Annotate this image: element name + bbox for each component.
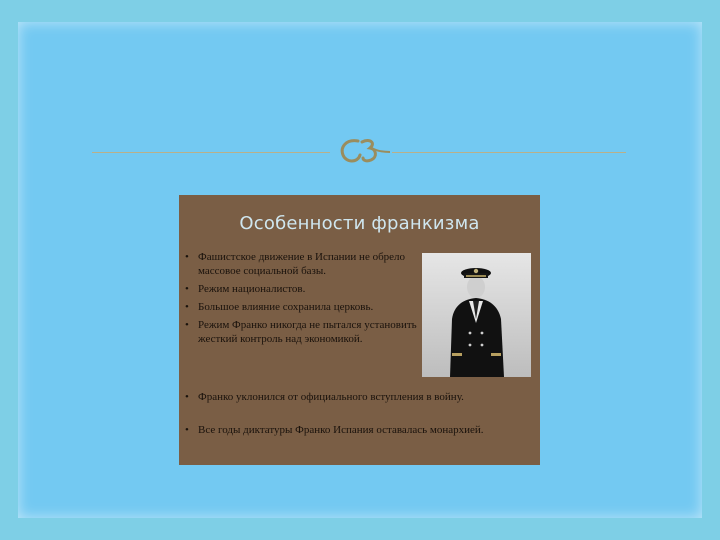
divider-line-left [92, 152, 330, 153]
bullet-item: • Фашистское движение в Испании не обрело массовое социальной базы. [185, 250, 423, 278]
bullet-item: • Все годы диктатуры Франко Испания оставалась монархией. [185, 423, 546, 437]
bullet-item: • Режим Франко никогда не пытался установить жесткий контроль над экономикой. [185, 318, 423, 346]
slide-title: Особенности франкизма [239, 213, 480, 234]
bullet-item: • Режим националистов. [185, 282, 423, 296]
flourish-ornament-icon [336, 133, 390, 171]
content-card [179, 195, 540, 465]
divider-line-right [392, 152, 626, 153]
portrait-figure-icon [422, 253, 531, 377]
bullet-list [185, 250, 423, 350]
bullet-item: • Большое влияние сохранила церковь. [185, 300, 423, 314]
portrait-photo [422, 253, 531, 377]
bullet-item: • Франко уклонился от официального вступления в войну. [185, 390, 546, 404]
